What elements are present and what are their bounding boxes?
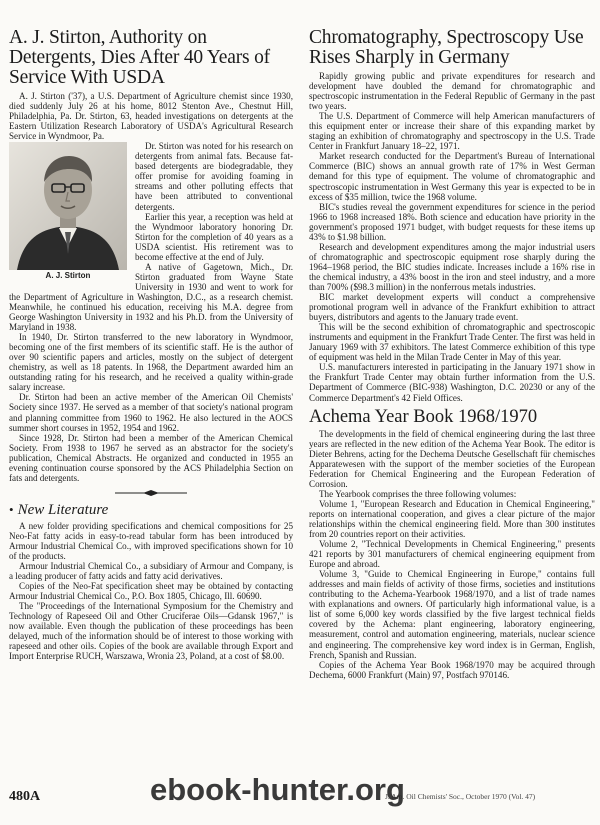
chromatography-paragraph-7: This will be the second exhibition of chromatographic and spectroscopic instruments and equipment in the Frankfurt Trade Center. The first was held in January 1969 with 37 exhibitors. The latest Commerce exhibition of this type of equipment was held in the Milan Trade Center in May of this year. [309, 322, 595, 363]
chromatography-paragraph-1: Rapidly growing public and private expenditures for research and development have doubled the demand for chromatographic and spectroscopic instrumentation in the Federal Republic of Germany in the past two years. [309, 71, 595, 112]
stirton-paragraph-2: Dr. Stirton was noted for his research on detergents from animal fats. Because fat-based detergents are biodegradable, they offer promise for avoiding foaming in streams and other polluting effects that have been attributed to conventional detergents. [135, 141, 293, 212]
left-column [9, 28, 293, 661]
chromatography-paragraph-4: BIC's studies reveal the government expenditures for science in the period 1966 to 1968 increased 18%. Both science and education have priority in the government's proposed 1971 budget, with budget requests for these items up 43% to $1.98 billion. [309, 201, 595, 242]
chromatography-paragraph-2: The U.S. Department of Commerce will help American manufacturers of this equipment enter or increase their share of this expanding market by staging an exhibition of chromatography and spectroscopy in the U.S. Trade Center in Frankfurt January 18–22, 1971. [309, 111, 595, 152]
page-number: 480A [9, 789, 41, 804]
stirton-paragraph-3: Earlier this year, a reception was held at the Wyndmoor laboratory honoring Dr. Stirton for the completion of 40 years as a USDA scientist. His retirement was to become effective at the end of July. [135, 211, 293, 262]
chromatography-headline: Chromatography, Spectroscopy Use Rises Sharply in Germany [309, 27, 584, 68]
achema-paragraph-1: The developments in the field of chemical engineering during the last three years are reflected in the new edition of the Achema Year Book. The editor is Dieter Behrens, acting for the Dechema Deutsche Gesellschaft für chemisches Apparatewesen with the support of the member societies of the European Federation for Chemical Engineering and the European Federation of Corrosion. [309, 428, 595, 489]
achema-paragraph-6: Copies of the Achema Year Book 1968/1970 may be acquired through Dechema, 6000 Frankfurt (Main) 97, Postfach 970146. [309, 659, 595, 680]
chromatography-paragraph-5: Research and development expenditures among the major industrial users of chromatographic and spectroscopic equipment rose sharply during the 1964–1968 period, the BIC studies indicate. Increases include a 16% rise in the chemical industry, a 43% boost in the iron and steel industry, and a more than 700% ($98.3 million) in the nonferrous metals industries. [309, 241, 595, 292]
achema-paragraph-5: Volume 3, "Guide to Chemical Engineering in Europe," contains full addresses and main fields of activity of those firms, societies and institutions contributing to the Achema-Yearbook 1968/1970, and a list of trade names with explanations and owners. Of particularly high informational value, is a list of some 6,000 key words classified by the five largest technical fields covered by the Achema: plant engineering, laboratory engineering, measurement, control and automation engineering, materials, nuclear science and engineering. The comprehensive key word index is in German, English, French, Spanish and Russian. [309, 569, 595, 660]
literature-paragraph-2: Armour Industrial Chemical Co., a subsidiary of Armour and Company, is a leading producer of fatty acids and fatty acid derivatives. [9, 561, 293, 582]
stirton-headline: A. J. Stirton, Authority on Detergents, Dies After 40 Years of Service With USDA [9, 27, 270, 88]
stirton-paragraph-1: A. J. Stirton ('37), a U.S. Department of Agriculture chemist since 1930, died suddenly July 26 at his home, 8012 Stenton Ave., Chestnut Hill, Philadelphia, Pa. Dr. Stirton, 63, headed investigations on detergents at the Eastern Utilization Research Laboratory of USDA's Agricultural Research Service in Wyndmoor, Pa. [9, 91, 293, 142]
achema-paragraph-4: Volume 2, "Technical Developments in Chemical Engineering," presents 421 reports by 301 manufacturers of chemical engineering equipment from Europe and abroad. [309, 539, 595, 570]
literature-paragraph-4: The "Proceedings of the International Symposium for the Chemistry and Technology of Rapeseed Oil and Other Cruciferae Oils—Gdansk 1967," is now available. Even though the publication of these proceedings has been delayed, much of the information should be of interest to those working with rapeseed and other oils. Copies of the book are available through Export and Import Enterprise RUCH, Warszawa, Wronia 23, Poland, at a cost of $8.00. [9, 601, 293, 662]
achema-headline: Achema Year Book 1968/1970 [309, 406, 538, 427]
stirton-portrait [9, 142, 127, 280]
literature-paragraph-3: Copies of the Neo-Fat specification sheet may be obtained by contacting Armour Industrial Chemical Co., P.O. Box 1805, Chicago, Ill. 60690. [9, 581, 293, 602]
right-column [309, 28, 595, 680]
literature-paragraph-1: A new folder providing specifications and chemical compositions for 25 Neo-Fat fatty acids in easy-to-read tabular form has been introduced by Armour Industrial Chemical Co., with improved specifications shown for 10 of the products. [9, 520, 293, 561]
journal-reference: J. Am. Oil Chemists' Soc., October 1970 (Vol. 47) [385, 792, 536, 801]
chromatography-paragraph-8: U.S. manufacturers interested in participating in the January 1971 show in the Frankfurt Trade Center may obtain further information from the U.S. Department of Commerce (BIC-938) Washington, D.C. 20230 or any of the Commerce Department's 42 Field Offices. [309, 362, 595, 403]
chromatography-paragraph-3: Market research conducted for the Department's Bureau of International Commerce (BIC) shows an annual growth rate of 17% in West German demand for this type of equipment. The volume of chromatographic and spectroscopic instrumentation in West Germany this year is expected to be in excess of $35 million, twice the 1968 volume. [309, 151, 595, 202]
stirton-paragraph-5: In 1940, Dr. Stirton transferred to the new laboratory in Wyndmoor, becoming one of the first members of its scientific staff. He is the author of over 90 scientific papers and articles, mostly on the subject of detergent chemistry, as well as 18 patents. In 1968, the Department awarded him an outstanding rating for his research, and he received a quality within-grade salary increase. [9, 332, 293, 393]
new-literature-title: New Literature [17, 501, 109, 518]
watermark-text: ebook-hunter.org [150, 772, 405, 807]
new-literature-heading [9, 502, 293, 519]
portrait-photo-icon [9, 142, 127, 270]
stirton-paragraph-4: A native of Gagetown, Mich., Dr. Stirton graduated from Wayne State University in 1930 and went to work for the Department of Agriculture in Washington, D.C., as a research chemist. Meanwhile, he continued his education, receiving his M.A. degree from George Washington University in 1932 and his Ph.D. from the University of Maryland in 1938. [9, 261, 293, 333]
achema-paragraph-3: Volume 1, "European Research and Education in Chemical Engineering," reports on international cooperation, and gives a clear picture of the major relationships within the chemical engineering field. More than 300 institutes from 20 countries report on their activities. [309, 498, 595, 540]
stirton-paragraph-6: Dr. Stirton had been an active member of the American Oil Chemists' Society since 1937. He served as a member of that society's national program and planning committee from 1960 to 1962. He also lectured in the AOCS summer short courses in 1952, 1954 and 1962. [9, 392, 293, 433]
achema-paragraph-2: The Yearbook comprises the three following volumes: [319, 488, 517, 499]
portrait-caption: A. J. Stirton [45, 271, 91, 281]
chromatography-paragraph-6: BIC market development experts will conduct a comprehensive promotional program well in advance of the Frankfurt exhibition to attract buyers, distributors and agents to the January trade event. [309, 292, 595, 323]
section-bullet-icon: • [9, 501, 14, 517]
divider-ornament-icon [115, 490, 187, 496]
stirton-paragraph-7: Since 1928, Dr. Stirton had been a member of the American Chemical Society. From 1938 to 1967 he served as an abstractor for the society's publication, Chemical Abstracts. He organized and conducted in 1955 an evening continuation course sponsored by the ACS Philadelphia Section on fats and detergents. [9, 432, 293, 483]
